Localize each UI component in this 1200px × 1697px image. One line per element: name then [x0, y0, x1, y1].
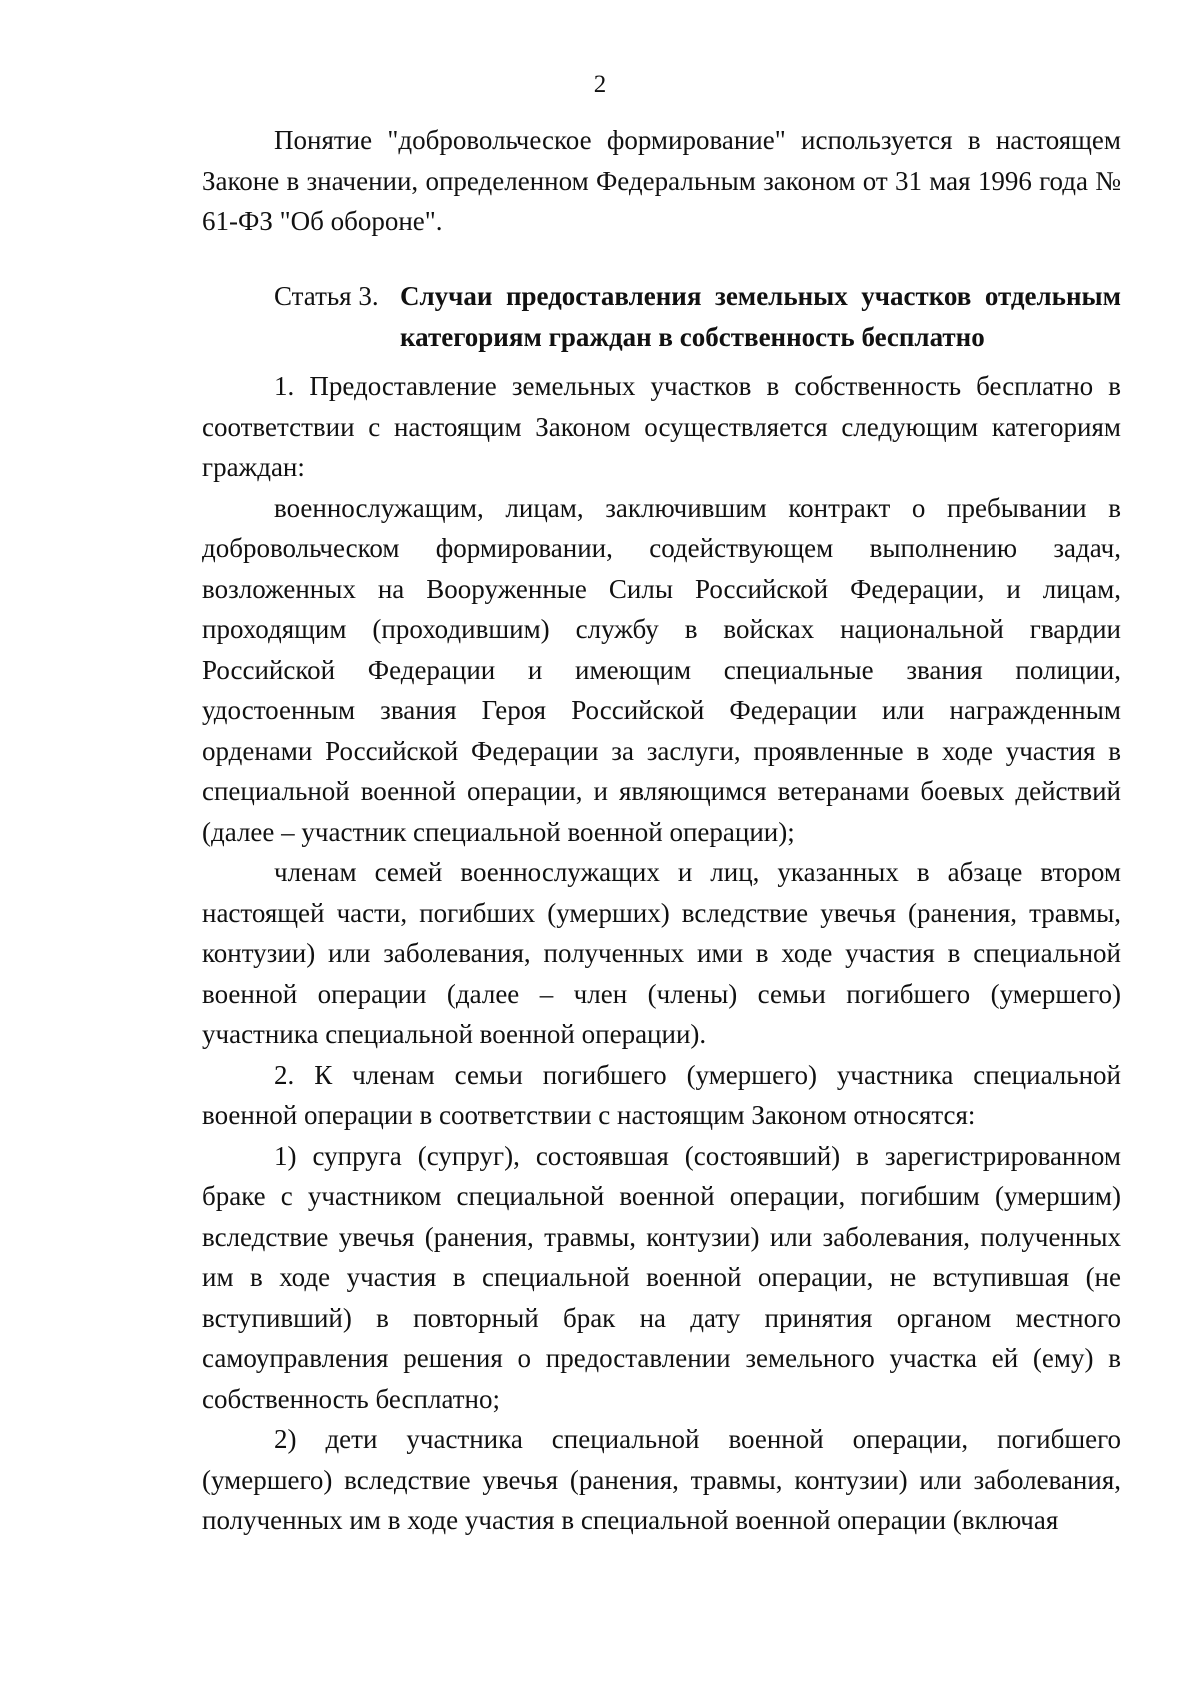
paragraph-part-1: 1. Предоставление земельных участков в собственность бесплатно в соответствии с настоящим Законом осуществляется следующим категориям граждан:: [202, 371, 1121, 482]
paragraph-volunteer-formation-definition: Понятие "добровольческое формирование" используется в настоящем Законе в значении, определенном Федеральным законом от 31 мая 1996 года № 61-ФЗ "Об обороне".: [202, 125, 1121, 236]
article-label: Статья 3.: [274, 281, 379, 311]
article-body: [202, 366, 1121, 1541]
article-title: Случаи предоставления земельных участков отдельным категориям граждан в собственность бесплатно: [400, 281, 1121, 352]
paragraph-item-1-spouse: 1) супруга (супруг), состоявшая (состоявший) в зарегистрированном браке с участником специальной военной операции, погибшим (умершим) вследствие увечья (ранения, травмы, контузии) или заболевания, полученных им в ходе участия в специальной военной операции, не вступившая (не вступивший) в повторный брак на дату принятия органом местного самоуправления решения о предоставлении земельного участка ей (ему) в собственность бесплатно;: [202, 1140, 1121, 1414]
paragraph-item-2-children: 2) дети участника специальной военной операции, погибшего (умершего) вследствие увечья (ранения, травмы, контузии) или заболевания, полученных им в ходе участия в специальной военной операции (включая: [202, 1424, 1121, 1535]
paragraph-part-2: 2. К членам семьи погибшего (умершего) участника специальной военной операции в соответствии с настоящим Законом относятся:: [202, 1059, 1121, 1130]
paragraph-category-family-members: членам семей военнослужащих и лиц, указанных в абзаце втором настоящей части, погибших (умерших) вследствие увечья (ранения, травмы, контузии) или заболевания, полученных ими в ходе участия в специальной военной операции (далее – член (члены) семьи погибшего (умершего) участника специальной военной операции).: [202, 857, 1121, 1049]
paragraph-category-participants: военнослужащим, лицам, заключившим контракт о пребывании в добровольческом формировании, содействующем выполнению задач, возложенных на Вооруженные Силы Российской Федерации, и лицам, проходящим (проходившим) службу в войсках национальной гвардии Российской Федерации и имеющим специальные звания полиции, удостоенным звания Героя Российской Федерации или награжденным орденами Российской Федерации за заслуги, проявленные в ходе участия в специальной военной операции, и являющимся ветеранами боевых действий (далее – участник специальной военной операции);: [202, 492, 1121, 847]
page-number: 2: [593, 71, 607, 98]
intro-section: [202, 120, 1121, 242]
